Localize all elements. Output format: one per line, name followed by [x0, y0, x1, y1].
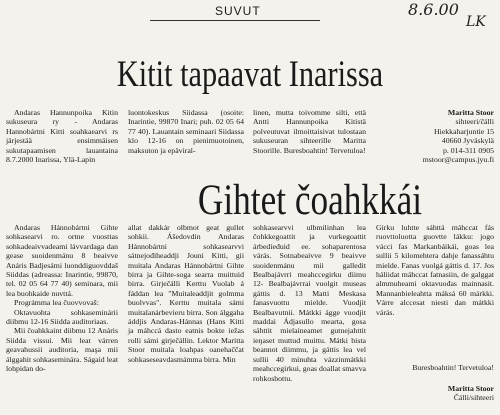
- article2-title: Gihtet čoahkkái: [197, 177, 423, 224]
- section-label: SUVUT: [215, 4, 261, 18]
- article2-col4: [376, 223, 494, 317]
- article1-sig-email: mstoor@campus.jyu.fi: [422, 155, 494, 165]
- article1-sig-phone: p. 014-311 0905: [442, 145, 494, 155]
- article2-signature: [376, 384, 494, 403]
- handwritten-initials: LK: [466, 14, 486, 30]
- article2-col1-p4: Mii čoahkkaint diibmu 12 Anáris Siidda vissui. Mii leat várren geavahussii auditoria, maşa mii álggahit sohkaseminára. Ságaid leat lohpidan do-: [6, 326, 118, 374]
- article2-col1-p2: Prográmma lea čuovvovaš:: [14, 298, 99, 308]
- article2-col2-text: allat dakkár olbmot geat gullet sohkii. Ášedovdin Andaras Hánnobártni sohkasearvvi sátnejođiheaddji Jouni Kitti, gii muitala Andaras Hánnobártni Gihte birra ja Gihte-soga searra muittuid birra. Girječálli Kerttu Vuolab á fáddan lea "Muitaleaddjit golmma buolvvas". Kerttu muitala sámi muitalanárbevieru birra. Son álggaha áddjis Andaras-Hánnas (Hans Kitti ja máhccá dasto eatnis bokte iežas rolli sámi girječállin. Lektor Maritta Stoor muitala loahpas oanehaččat sohkaseseavdasmámma birra. Min: [128, 223, 244, 364]
- article1-sig-city: 40660 Jyväskylä: [441, 136, 494, 146]
- article2-col2: [128, 223, 244, 364]
- article2-sig-name: Maritta Stoor: [447, 384, 494, 393]
- article1-signature: [382, 108, 494, 164]
- article1-col3: [253, 108, 366, 155]
- article1-sig-name: Maritta Stoor: [447, 108, 494, 117]
- article2-sig-role: Čálli/sihteeri: [453, 393, 494, 403]
- article2-col1: [6, 223, 118, 374]
- article1-sig-role: sihteeri/čálli: [455, 117, 494, 127]
- article2-col4-text: Girku luhtte sáhttá máhccat fás ruovttoluotta guovtte lákku: jogo vácci fas Markanbáikái, goas lea sullii 5 kilomehtera dahje fanassáhtu mielde. Fanas vuolgá gáttis d. 17. Jos háliidat máhccat fatnasiin, de galggat almmuheami oktavuođas mainnasit. Mannanbieleahtta máksá 60 márkki. Várre alccesat niesti dan mátkki várás.: [376, 223, 494, 317]
- article1-col1-text: Andaras Hannunpoika Kitin sukuseura ry - Andaras Hannobártni Kitti soahkaearvi rs järjestää ensimmäisen sukutapaamisen lauantaina 8.7.2000 Inarissa, Ylä-Lapin: [6, 108, 118, 165]
- article2-closing: Buresboahtin! Tervetuloa!: [412, 363, 494, 372]
- article1-col2-text: luontokeskus Siidassa (osoite: Inarintie, 99870 Inari; puh. 02 05 64 77 40). Lauantain seminaari Siidassa klo 12-16 on pienimuotoinen, maksuton ja epäviral-: [128, 108, 244, 155]
- article1-col3-text: linen, mutta toivomme silti, että Antti Hannunpoika Kitistä polveutuvat ilmoittaisivat tulostaan sukuseuran sihteerille Maritta Stoorille. Buresboahtin! Tervetuloa!: [253, 108, 366, 155]
- article1-sig-street: Hiekkaharjuntie 15: [434, 126, 494, 136]
- article2-col1-p3: Oktavuohta sohkaseminárii diibmu 12-16 Siidda auditoriaas.: [6, 307, 118, 327]
- handwritten-date: 8.6.00: [408, 0, 459, 19]
- article1-col2: [128, 108, 244, 155]
- article2-col3: [253, 223, 366, 383]
- article2-col3-text: sohkasearvvi ulbmilinhan lea čohkkegoattit ja vurkegoattit árbedieđuid ee. sohaparentosa várás. Sotnabeaivve 9 beaivve suoidenmánu mii galledit Bealbajávrri meahccegirku diimu 12- Bealbajávrrai vuolgit museas gáttis d. 13 Matti Meskasa fanasvuottu mielde. Vuodjit Bealbavutnii. Mátkki ágge vuodjit maddai Ádjasullo mearta, gosa sáhttit mielaineamet gutnejahttit ieŋaset muttud muittu. Mátki bista beannot diimmu, ja gáttis lea vel sullii 40 minuhta vázzinmátkki meahccegirkui, goas doallat smavva rohkosbottu.: [253, 223, 367, 383]
- article1-title: Kitit tapaavat Inarissa: [116, 54, 384, 95]
- article2-col1-p1: Andaras Hánnobártni Gihte sohkasearvi ro. ortne vuosttas sohkadeaivvadeami lávvardaga dan gease suoidenmánu 8 beaivve Anáris Badjesámi luonddiguovddaš Siiddas (adreassa: Inarintie, 99870, tel. 02 05 64 77 40) seminara, mii lea buohkaide nuvttá.: [6, 223, 118, 298]
- article1-col1: [6, 108, 118, 164]
- header-rule: [150, 20, 320, 21]
